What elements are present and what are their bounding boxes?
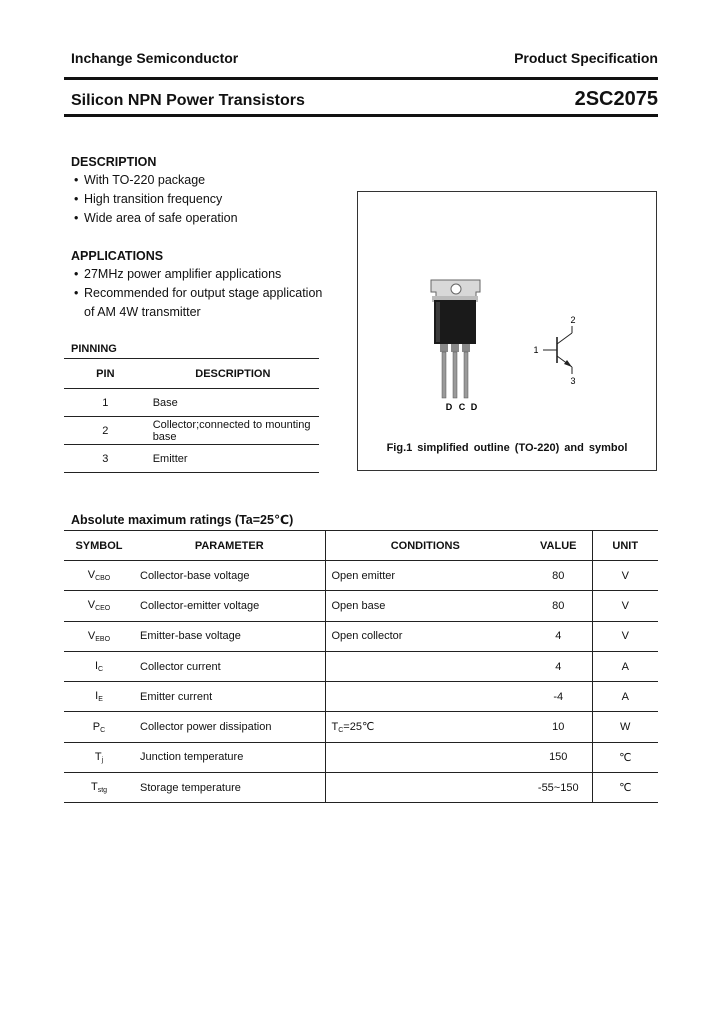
applications-list — [74, 265, 322, 322]
svg-text:2: 2 — [570, 315, 576, 325]
description-title: DESCRIPTION — [71, 155, 157, 169]
table-row: $P_C$ Collector power dissipation $T_C=25℃$ 10 W — [64, 712, 658, 742]
list-item: • 27MHz power amplifier applications — [74, 267, 282, 281]
figure-box — [357, 191, 657, 471]
product-line: Silicon NPN Power Transistors — [71, 92, 305, 109]
npn-transistor-symbol-icon — [533, 315, 575, 386]
ratings-title: Absolute maximum ratings (Ta=25℃) — [71, 513, 294, 527]
table-row: $V_{EBO}$ Emitter-base voltage Open collector 4 V — [64, 621, 658, 651]
pinning-table — [64, 358, 319, 473]
applications-title: APPLICATIONS — [71, 249, 164, 263]
header-rule-bottom — [64, 114, 658, 117]
svg-text:1: 1 — [533, 345, 539, 355]
doc-type: Product Specification — [514, 50, 658, 66]
table-row: $I_E$ Emitter current -4 A — [64, 682, 658, 712]
table-row: $V_{CBO}$ Collector-base voltage Open emitter 80 V — [64, 561, 658, 591]
table-row: $T_{stg}$ Storage temperature -55~150 ℃ — [64, 773, 658, 803]
table-row: $T_j$ Junction temperature 150 ℃ — [64, 742, 658, 772]
pin-header: PIN — [64, 359, 147, 389]
list-item: • Wide area of safe operation — [74, 211, 238, 225]
lead-label: D — [445, 402, 453, 412]
description-header: DESCRIPTION — [147, 359, 319, 389]
lead-label: D — [470, 402, 478, 412]
table-row: $I_C$ Collector current 4 A — [64, 651, 658, 681]
to220-package-image — [358, 192, 658, 432]
pinning-title: PINNING — [71, 343, 117, 355]
header-rule-top — [64, 77, 658, 80]
header-bottom — [71, 88, 658, 111]
svg-text:3: 3 — [570, 376, 576, 386]
company-name: Inchange Semiconductor — [71, 50, 239, 66]
list-item-continuation: of AM 4W transmitter — [84, 305, 201, 319]
figure-caption: Fig.1 simplified outline (TO-220) and symbol — [386, 442, 628, 454]
table-row: $V_{CEO}$ Collector-emitter voltage Open base 80 V — [64, 591, 658, 621]
description-list — [74, 171, 238, 228]
table-header-row — [64, 359, 319, 389]
list-item: • High transition frequency — [74, 192, 223, 206]
list-item: • Recommended for output stage application — [74, 286, 323, 300]
list-item: • With TO-220 package — [74, 173, 206, 187]
lead-label: C — [458, 402, 466, 412]
table-row: 1 Base — [64, 389, 319, 417]
part-number: 2SC2075 — [574, 88, 658, 110]
table-header-row: SYMBOL PARAMETER CONDITIONS VALUE UNIT — [64, 531, 658, 561]
header-top — [71, 50, 658, 66]
table-row: 3 Emitter — [64, 445, 319, 473]
ratings-table — [64, 530, 658, 803]
table-row: 2 Collector;connected to mounting base — [64, 417, 319, 445]
